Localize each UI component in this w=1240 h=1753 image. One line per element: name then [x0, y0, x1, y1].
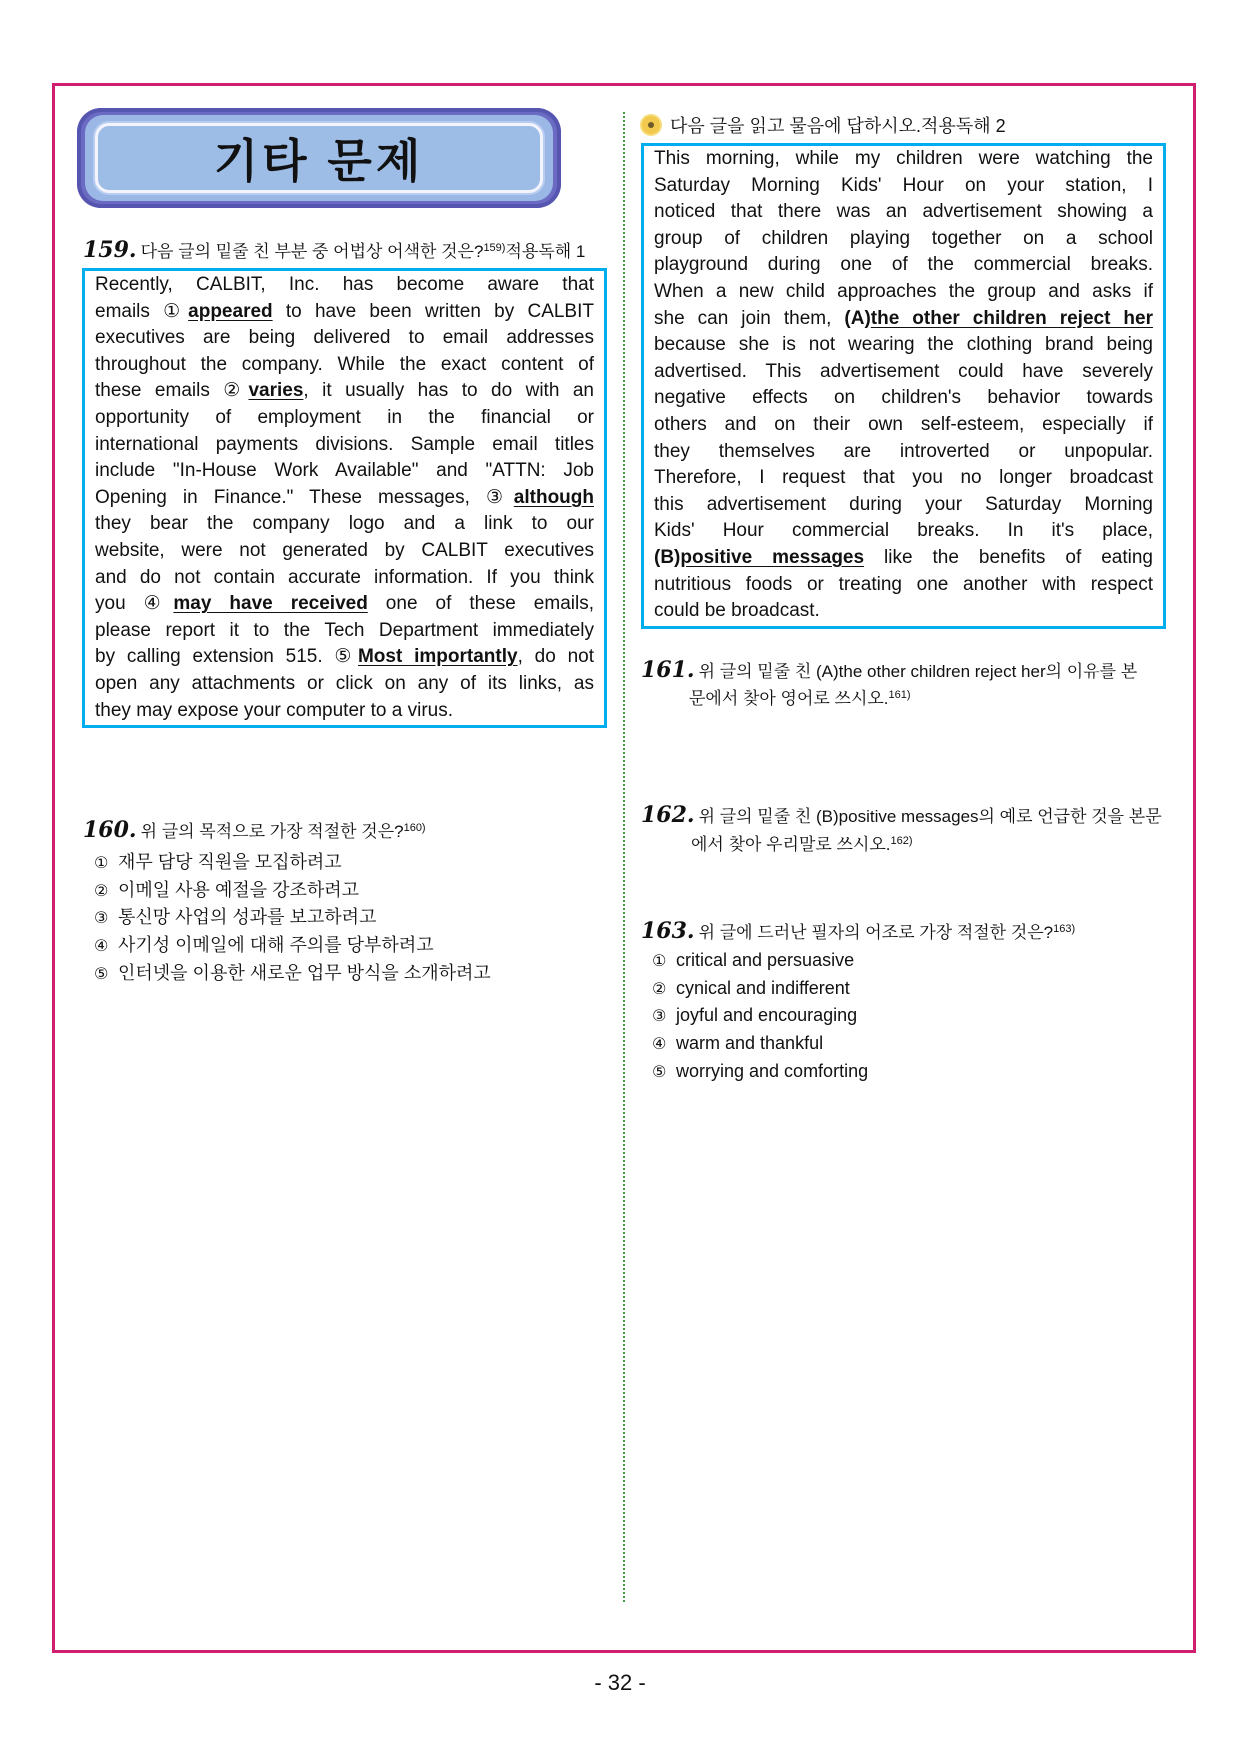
passage-text: please report it to the Tech Department immediately — [95, 619, 594, 641]
passage-text: like the benefits of eating — [864, 546, 1153, 568]
answer-option[interactable] — [94, 876, 359, 902]
passage-text: , it usually has to do with an — [303, 380, 594, 402]
question-number: 161. — [641, 657, 695, 683]
passage-text: these emails ② — [95, 380, 249, 402]
passage-text: they may expose your computer to a virus. — [95, 699, 453, 721]
passage-text: Saturday Morning Kids' Hour on your station, I — [654, 174, 1153, 196]
passage-line — [654, 439, 1153, 466]
passage-line — [654, 385, 1153, 412]
passage-text: you ④ — [95, 593, 174, 615]
passage-line — [95, 405, 594, 432]
passage-line — [654, 146, 1153, 173]
bold-label: (A) — [844, 307, 871, 329]
question-number: 160. — [83, 817, 137, 843]
option-number: ③ — [94, 910, 109, 928]
option-text: cynical and indifferent — [676, 977, 850, 998]
passage-text: they bear the company logo and a link to our — [95, 513, 594, 535]
question-text: 위 글에 드러난 필자의 어조로 가장 적절한 것은? — [698, 923, 1054, 942]
passage-line — [654, 518, 1153, 545]
passage-line — [95, 644, 594, 671]
underlined-phrase: may have received — [173, 593, 368, 615]
passage-text: negative effects on children's behavior towards — [654, 387, 1153, 409]
question-161-continuation — [689, 684, 911, 709]
passage-line — [95, 538, 594, 565]
passage-line — [95, 432, 594, 459]
passage-text: and do not contain accurate information. If you think — [95, 566, 594, 588]
footnote-ref: 159) — [483, 242, 506, 254]
passage-text: to have been written by CALBIT — [272, 300, 594, 322]
footnote-ref: 162) — [890, 835, 913, 847]
passage-text: nutritious foods or treating one another with respect — [654, 573, 1153, 595]
passage-line — [95, 378, 594, 405]
question-159-heading — [83, 237, 585, 263]
question-text-line2: 문에서 찾아 영어로 쓰시오. — [689, 689, 889, 708]
option-text: joyful and encouraging — [676, 1005, 858, 1026]
passage-text: Opening in Finance." These messages, ③ — [95, 486, 514, 508]
passage-line — [95, 485, 594, 512]
passage-line — [654, 465, 1153, 492]
passage-text: Kids' Hour commercial breaks. In it's place, — [654, 520, 1153, 542]
passage-text: website, were not generated by CALBIT executives — [95, 539, 594, 561]
question-number: 162. — [641, 802, 695, 828]
underlined-phrase: varies — [248, 380, 304, 402]
passage-line — [95, 352, 594, 379]
option-number: ③ — [652, 1008, 667, 1026]
answer-option[interactable] — [652, 1033, 823, 1054]
passage-text: opportunity of employment in the financial or — [95, 406, 594, 428]
passage-text: this advertisement during your Saturday Morning — [654, 493, 1153, 515]
question-text-line1: 위 글의 밑줄 친 (B)positive messages의 예로 언급한 것을 본문 — [698, 807, 1162, 826]
question-number: 159. — [83, 237, 137, 263]
passage-line — [654, 332, 1153, 359]
question-text: 위 글의 목적으로 가장 적절한 것은? — [140, 822, 404, 841]
passage-line — [95, 671, 594, 698]
question-161-heading — [641, 657, 1137, 683]
passage-line — [654, 173, 1153, 200]
passage-text: Recently, CALBIT, Inc. has become aware that — [95, 274, 594, 295]
passage-line — [95, 591, 594, 618]
passage-text: group of children playing together on a school — [654, 227, 1153, 249]
answer-option[interactable] — [652, 1061, 868, 1082]
option-number: ⑤ — [652, 1063, 667, 1081]
answer-option[interactable] — [652, 978, 850, 999]
passage-text: When a new child approaches the group and asks if — [654, 280, 1153, 302]
passage-text: executives are being delivered to email addresses — [95, 327, 594, 349]
passage-line — [95, 565, 594, 592]
passage-line — [654, 199, 1153, 226]
answer-option[interactable] — [652, 950, 854, 971]
option-number: ④ — [652, 1036, 667, 1054]
option-text: 통신망 사업의 성과를 보고하려고 — [118, 907, 377, 928]
passage-text: playground during one of the commercial breaks. — [654, 254, 1153, 276]
option-text: 사기성 이메일에 대해 주의를 당부하려고 — [118, 935, 434, 956]
footnote-ref: 160) — [403, 822, 426, 834]
section-title: 기타 문제 — [213, 135, 425, 187]
passage-line — [95, 618, 594, 645]
passage-159-box — [82, 268, 607, 728]
passage-text: , do not — [517, 646, 594, 668]
section-title-banner — [77, 108, 561, 208]
passage-line — [654, 252, 1153, 279]
question-number: 163. — [641, 918, 695, 944]
underlined-phrase: although — [513, 486, 594, 508]
answer-option[interactable] — [94, 959, 491, 985]
option-text: 인터넷을 이용한 새로운 업무 방식을 소개하려고 — [118, 962, 491, 983]
answer-option[interactable] — [94, 931, 434, 957]
passage-text: This morning, while my children were watching the — [654, 148, 1153, 169]
passage-text: they themselves are introverted or unpopular. — [654, 440, 1153, 462]
answer-option[interactable] — [94, 848, 342, 874]
option-text: warm and thankful — [676, 1033, 824, 1054]
passage-text: throughout the company. While the exact content of — [95, 353, 594, 375]
passage-text: emails ① — [95, 300, 189, 322]
passage-line — [95, 511, 594, 538]
passage-2-box — [641, 143, 1166, 629]
option-number: ① — [94, 855, 109, 872]
passage-line — [654, 572, 1153, 599]
footnote-ref: 163) — [1053, 923, 1076, 935]
option-number: ④ — [94, 938, 109, 956]
flower-bullet-icon — [642, 116, 660, 134]
passage-text: because she is not wearing the clothing brand being — [654, 334, 1153, 356]
passage-line — [654, 359, 1153, 386]
passage-instruction — [642, 112, 1006, 138]
question-tag: 적용독해 1 — [505, 242, 586, 261]
passage-line — [654, 279, 1153, 306]
option-number: ⑤ — [94, 965, 109, 983]
passage-line — [654, 598, 1153, 625]
passage-text: Therefore, I request that you no longer broadcast — [654, 467, 1153, 489]
passage-line — [95, 299, 594, 326]
option-text: 이메일 사용 예절을 강조하려고 — [118, 879, 360, 900]
passage-text: she can join them, — [654, 307, 845, 329]
question-162-continuation — [691, 830, 913, 855]
option-text: 재무 담당 직원을 모집하려고 — [118, 852, 342, 872]
option-number: ② — [94, 882, 109, 900]
passage-line — [654, 492, 1153, 519]
option-number: ① — [652, 953, 667, 970]
passage-line — [95, 325, 594, 352]
question-160-heading — [83, 817, 426, 843]
passage-text: noticed that there was an advertisement showing a — [654, 201, 1153, 223]
option-text: worrying and comforting — [676, 1060, 869, 1081]
question-162-heading — [641, 802, 1162, 828]
answer-option[interactable] — [652, 1005, 857, 1026]
underlined-phrase: the other children reject her — [870, 307, 1153, 329]
bold-label: (B) — [654, 546, 681, 568]
passage-text: others and on their own self-esteem, especially if — [654, 413, 1153, 435]
title-banner-border — [85, 115, 553, 201]
question-text: 다음 글의 밑줄 친 부분 중 어법상 어색한 것은? — [140, 242, 484, 261]
passage-line — [95, 272, 594, 299]
passage-line — [95, 698, 594, 725]
passage-line — [654, 545, 1153, 572]
passage-text: include "In-House Work Available" and "ATTN: Job — [95, 460, 594, 482]
underlined-phrase: appeared — [188, 300, 273, 322]
instruction-text: 다음 글을 읽고 물음에 답하시오.적용독해 2 — [670, 116, 1006, 136]
question-text-line2: 에서 찾아 우리말로 쓰시오. — [691, 835, 891, 854]
passage-line — [654, 226, 1153, 253]
passage-text: open any attachments or click on any of its links, as — [95, 672, 594, 694]
answer-option[interactable] — [94, 903, 376, 929]
passage-text: could be broadcast. — [654, 600, 820, 622]
underlined-phrase: Most importantly — [357, 646, 518, 668]
column-divider — [623, 112, 625, 1602]
option-number: ② — [652, 980, 667, 998]
passage-text: international payments divisions. Sample email titles — [95, 433, 594, 455]
passage-line — [654, 412, 1153, 439]
footnote-ref: 161) — [888, 689, 911, 701]
option-text: critical and persuasive — [676, 950, 855, 970]
passage-text: by calling extension 515. ⑤ — [95, 646, 358, 668]
question-text-line1: 위 글의 밑줄 친 (A)the other children reject her의 이유를 본 — [698, 662, 1138, 681]
title-banner-inner — [95, 123, 543, 193]
question-163-heading — [641, 918, 1075, 944]
passage-line — [654, 306, 1153, 333]
passage-text: one of these emails, — [367, 593, 594, 615]
underlined-phrase: positive messages — [680, 546, 865, 568]
passage-text: advertised. This advertisement could have severely — [654, 360, 1153, 382]
page-number: - 32 - — [594, 1670, 646, 1695]
passage-line — [95, 458, 594, 485]
